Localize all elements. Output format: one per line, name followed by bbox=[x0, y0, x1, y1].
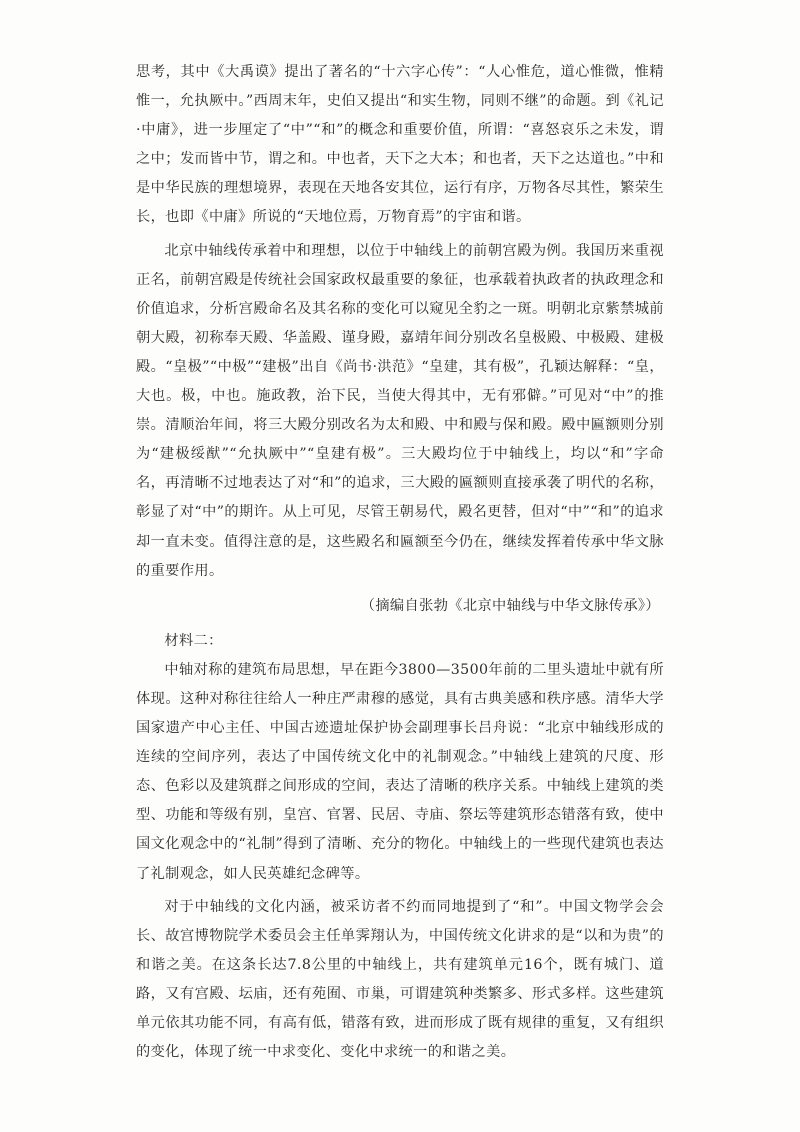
document-body bbox=[136, 58, 664, 1067]
paragraph-harmony-beauty: 对于中轴线的文化内涵，被采访者不约而同地提到了“和”。中国文物学会会长、故宫博物院学术委员会主任单霁翔认为，中国传统文化讲求的是“以和为贵”的和谐之美。在这条长达7.8公里的中轴线上，共有建筑单元16个，既有城门、道路，又有宫殿、坛庙，还有苑囿、市巢，可谓建筑种类繁多、形式多样。这些建筑单元依其功能不同，有高有低，错落有致，进而形成了既有规律的重复，又有组织的变化，体现了统一中求变化、变化中求统一的和谐之美。 bbox=[136, 898, 664, 1061]
material-heading: 材料二： bbox=[164, 632, 223, 649]
source-citation: （摘编自张勃《北京中轴线与中华文脉传承》） bbox=[360, 597, 660, 614]
paragraph-continuation: 思考，其中《大禹谟》提出了著名的“十六字心传”：“人心惟危，道心惟微，惟精惟一，允执厥中。”西周末年，史伯又提出“和实生物，同则不继”的命题。到《礼记·中庸》，进一步厘定了“中”“和”的概念和重要价值，所谓：“喜怒哀乐之未发，谓之中；发而皆中节，谓之和。中也者，天下之大本；和也者，天下之达道也。”中和是中华民族的理想境界，表现在天地各安其位，运行有序，万物各尽其性，繁荣生长，也即《中庸》所说的“天地位焉，万物育焉”的宇宙和谐。 bbox=[136, 64, 664, 226]
paragraph-central-axis-palaces: 北京中轴线传承着中和理想，以位于中轴线上的前朝宫殿为例。我国历来重视正名，前朝宫殿是传统社会国家政权最重要的象征，也承载着执政者的执政理念和价值追求，分析宫殿命名及其名称的变化可以窥见全豹之一斑。明朝北京紫禁城前朝大殿，初称奉天殿、华盖殿、谨身殿，嘉靖年间分别改名皇极殿、中极殿、建极殿。“皇极”“中极”“建极”出自《尚书·洪范》“皇建，其有极”，孔颖达解释：“皇，大也。极，中也。施政教，治下民，当使大得其中，无有邪僻。”可见对“中”的推崇。清顺治年间，将三大殿分别改名为太和殿、中和殿与保和殿。殿中匾额则分别为“建极绥猷”“允执厥中”“皇建有极”。三大殿均位于中轴线上，均以“和”字命名，再清晰不过地表达了对“和”的追求，三大殿的匾额则直接承袭了明代的名称，彰显了对“中”的期许。从上可见，尽管王朝易代，殿名更替，但对“中”“和”的追求却一直未变。值得注意的是，这些殿名和匾额至今仍在，继续发挥着传承中华文脉的重要作用。 bbox=[136, 242, 664, 579]
paragraph-symmetry-layout: 中轴对称的建筑布局思想，早在距今3800—3500年前的二里头遗址中就有所体现。这种对称往往给人一种庄严肃穆的感觉，具有古典美感和秩序感。清华大学国家遗产中心主任、中国古迹遗址保护协会副理事长吕舟说：“北京中轴线形成的连续的空间序列，表达了中国传统文化中的礼制观念。”中轴线上建筑的尺度、形态、色彩以及建筑群之间形成的空间，表达了清晰的秩序关系。中轴线上建筑的类型、功能和等级有别，皇宫、官署、民居、寺庙、祭坛等建筑形态错落有致，使中国文化观念中的“礼制”得到了清晰、充分的物化。中轴线上的一些现代建筑也表达了礼制观念，如人民英雄纪念碑等。 bbox=[136, 661, 664, 882]
